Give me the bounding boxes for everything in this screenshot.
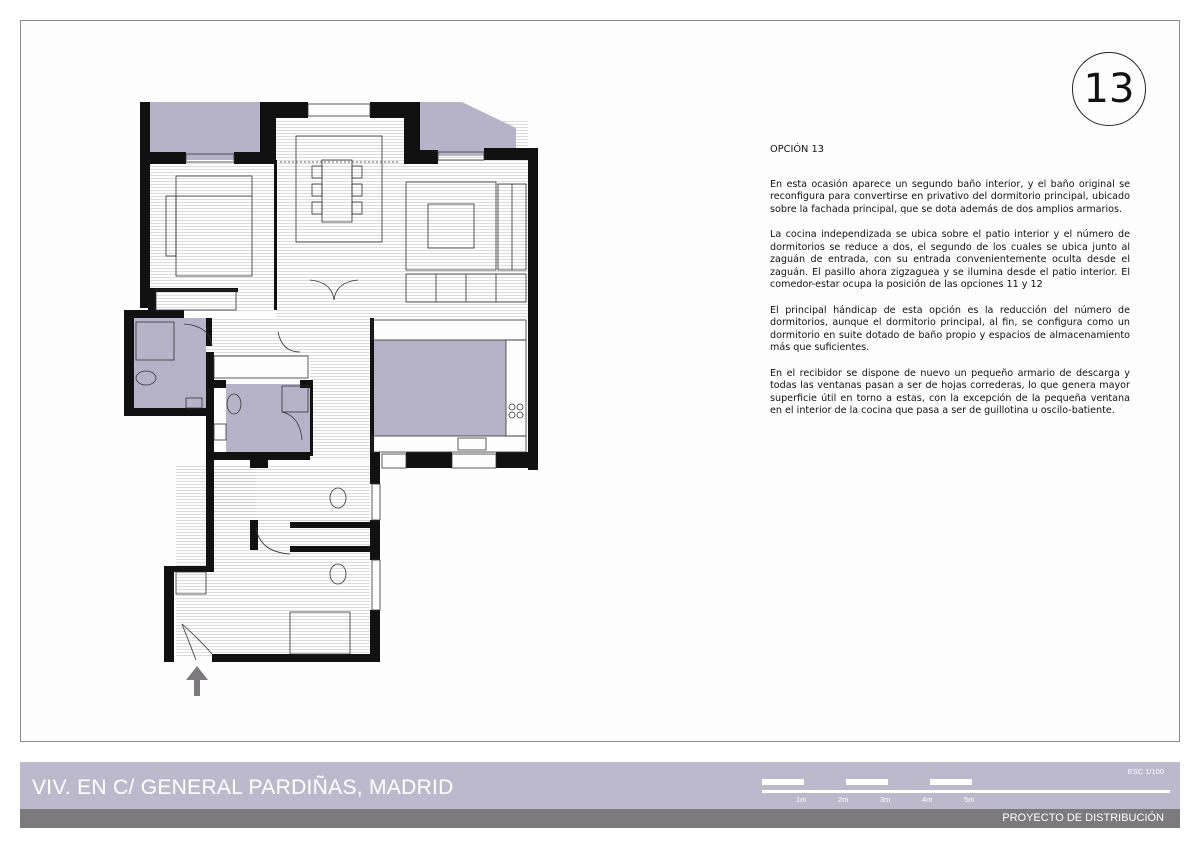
- window-kitchen-2: [452, 454, 496, 468]
- terrace-right: [420, 102, 516, 156]
- paragraph-3: El principal hándicap de esta opción es la reducción del número de dormitorios, aunque el dormitorio principal, al fin, se configura como un dormitorio en suite dotado de baño propio y espacios de almacenamiento más que suficientes.: [770, 304, 1130, 354]
- window-kitchen-1: [382, 454, 406, 468]
- paragraph-2: La cocina independizada se ubica sobre el patio interior y el número de dormitorios se reduce a dos, el segundo de los cuales se ubica junto al zaguán de entrada, con su entrada convenientemente oculta desde el zaguán. El pasillo ahora zigzaguea y se ilumina desde el patio interior. El comedor-estar ocupa la posición de las opciones 11 y 12: [770, 228, 1130, 291]
- scale-line: [762, 790, 1170, 793]
- scale-tick: 4m: [922, 795, 933, 804]
- window-side-1: [372, 484, 380, 520]
- scale-segment: [846, 779, 888, 785]
- bathroom-en-suite: [134, 318, 206, 410]
- sink-interior: [214, 424, 226, 440]
- floor-corridor: [310, 358, 370, 458]
- sheet-number: 13: [1072, 52, 1146, 126]
- scale-label: ESC 1/100: [1127, 767, 1164, 776]
- description-text: [770, 144, 1130, 430]
- kitchen-sink: [458, 438, 486, 450]
- scale-tick: 1m: [796, 795, 807, 804]
- up-arrow-icon: [186, 666, 208, 696]
- scale-tick: 3m: [880, 795, 891, 804]
- project-title: VIV. EN C/ GENERAL PARDIÑAS, MADRID: [32, 776, 454, 799]
- scale-segment: [762, 779, 804, 785]
- paragraph-4: En el recibidor se dispone de nuevo un pequeño armario de descarga y todas las ventanas pasan a ser de hojas correderas, lo que genera mayor superficie útil en torno a estas, con la excepción de la pequeña ventana en el interior de la cocina que pasa a ser de guillotina u oscilo-batiente.: [770, 367, 1130, 417]
- terrace-left: [148, 102, 260, 160]
- kitchen: [372, 340, 506, 436]
- scale-segment: [930, 779, 972, 785]
- scale-tick: 5m: [964, 795, 975, 804]
- hall-closet: [214, 356, 308, 378]
- scale-bar: [762, 776, 1182, 806]
- kitchen-counter: [372, 320, 526, 340]
- kitchen-counter-side: [506, 340, 526, 436]
- subtitle-band: [20, 809, 1180, 828]
- paragraph-1: En esta ocasión aparece un segundo baño interior, y el baño original se reconfigura para convertirse en privativo del dormitorio principal, ubicado sobre la fachada principal, que se dota además de dos amplios armarios.: [770, 178, 1130, 215]
- sheet-subtitle: PROYECTO DE DISTRIBUCIÓN: [1002, 812, 1164, 824]
- floor-bedroom-second: [256, 520, 370, 656]
- window-living: [308, 104, 370, 116]
- bathroom-interior: [226, 384, 310, 454]
- kitchen-counter-bottom: [372, 436, 526, 452]
- floor-lower-hall: [214, 466, 370, 522]
- window-side-2: [372, 560, 380, 610]
- scale-tick: 2m: [838, 795, 849, 804]
- option-title: OPCIÓN 13: [770, 144, 824, 155]
